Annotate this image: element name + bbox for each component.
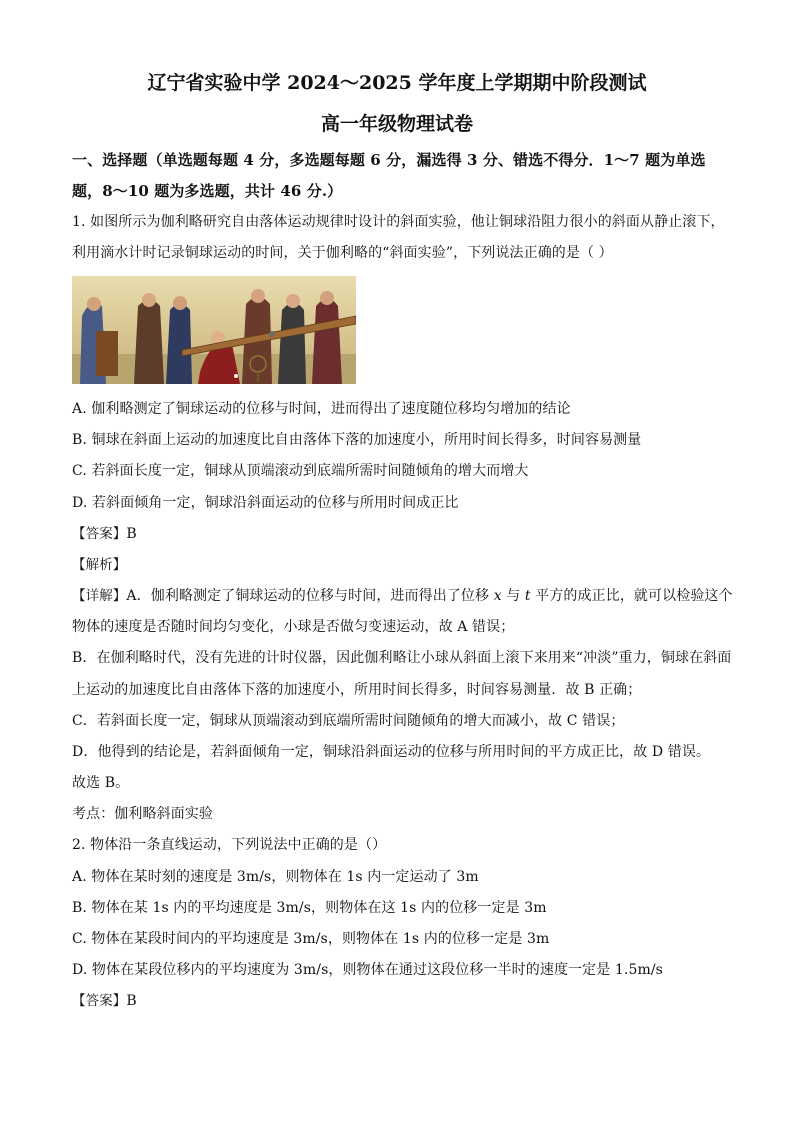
variable-x: x <box>493 588 502 604</box>
q1-analysis-label <box>72 555 730 575</box>
q2-option-a: A. 物体在某时刻的速度是 3m/s，则物体在 1s 内一定运动了 3m <box>72 869 479 885</box>
q2-answer <box>72 991 730 1011</box>
analysis-label: 【解析】 <box>72 557 127 573</box>
q1-topic: 考点：伽利略斜面实验 <box>72 806 213 822</box>
galileo-incline-illustration <box>72 276 356 384</box>
detail-a1-post: 平方的成正比，就可以检验这个 <box>535 588 733 604</box>
q1-detail-a-line1 <box>72 586 733 606</box>
q1-stem-line2: 利用滴水计时记录铜球运动的时间，关于伽利略的“斜面实验”，下列说法正确的是（ ） <box>72 245 613 261</box>
variable-t: t <box>524 588 531 604</box>
section-instructions-line1: 一、选择题（单选题每题 4 分，多选题每题 6 分，漏选得 3 分、错选不得分．1～7 题为单选 <box>72 151 706 169</box>
q1-answer-value: B <box>126 526 137 542</box>
q1-option-c: C. 若斜面长度一定，铜球从顶端滚动到底端所需时间随倾角的增大而增大 <box>72 463 529 479</box>
q1-detail-d: D．他得到的结论是，若斜面倾角一定，铜球沿斜面运动的位移与所用时间的平方成正比，故 D 错误。 <box>72 744 711 760</box>
q1-option-a: A. 伽利略测定了铜球运动的位移与时间，进而得出了速度随位移均匀增加的结论 <box>72 401 571 417</box>
q1-option-b: B. 铜球在斜面上运动的加速度比自由落体下落的加速度小，所用时间长得多，时间容易测量 <box>72 432 642 448</box>
q1-answer-label: 【答案】 <box>72 526 127 542</box>
exam-subtitle: 高一年级物理试卷 <box>320 113 473 135</box>
q1-option-d: D. 若斜面倾角一定，铜球沿斜面运动的位移与所用时间成正比 <box>72 495 459 511</box>
q1-detail-b-line2: 上运动的加速度比自由落体下落的加速度小，所用时间长得多，时间容易测量．故 B 正确； <box>72 682 642 698</box>
q2-option-c: C. 物体在某段时间内的平均速度是 3m/s，则物体在 1s 内的位移一定是 3m <box>72 931 550 947</box>
q1-stem-line1: 1. 如图所示为伽利略研究自由落体运动规律时设计的斜面实验，他让铜球沿阻力很小的斜面从静止滚下， <box>72 214 725 230</box>
q2-option-b: B. 物体在某 1s 内的平均速度是 3m/s，则物体在这 1s 内的位移一定是 3m <box>72 900 547 916</box>
detail-a1-pre: A．伽利略测定了铜球运动的位移与时间，进而得出了位移 <box>126 588 490 604</box>
q2-answer-value: B <box>126 993 137 1009</box>
q1-detail-a-line2: 物体的速度是否随时间均匀变化，小球是否做匀变速运动，故 A 错误； <box>72 619 515 635</box>
q2-answer-label: 【答案】 <box>72 993 127 1009</box>
exam-title: 辽宁省实验中学 2024～2025 学年度上学期期中阶段测试 <box>147 72 647 94</box>
q2-option-d: D. 物体在某段位移内的平均速度为 3m/s，则物体在通过这段位移一半时的速度一定是 1.5m/s <box>72 962 663 978</box>
q1-detail-c: C．若斜面长度一定，铜球从顶端滚动到底端所需时间随倾角的增大而减小，故 C 错误； <box>72 713 625 729</box>
detail-label: 【详解】 <box>72 588 127 604</box>
q2-stem: 2. 物体沿一条直线运动，下列说法中正确的是（） <box>72 837 387 853</box>
detail-a1-mid: 与 <box>506 588 521 604</box>
section-instructions-line2: 题，8～10 题为多选题，共计 46 分.） <box>72 182 343 200</box>
q1-answer <box>72 524 730 544</box>
q1-detail-b-line1: B．在伽利略时代，没有先进的计时仪器，因此伽利略让小球从斜面上滚下来用来“冲淡”重力，铜球在斜面 <box>72 650 732 666</box>
q1-conclusion: 故选 B。 <box>72 775 130 791</box>
